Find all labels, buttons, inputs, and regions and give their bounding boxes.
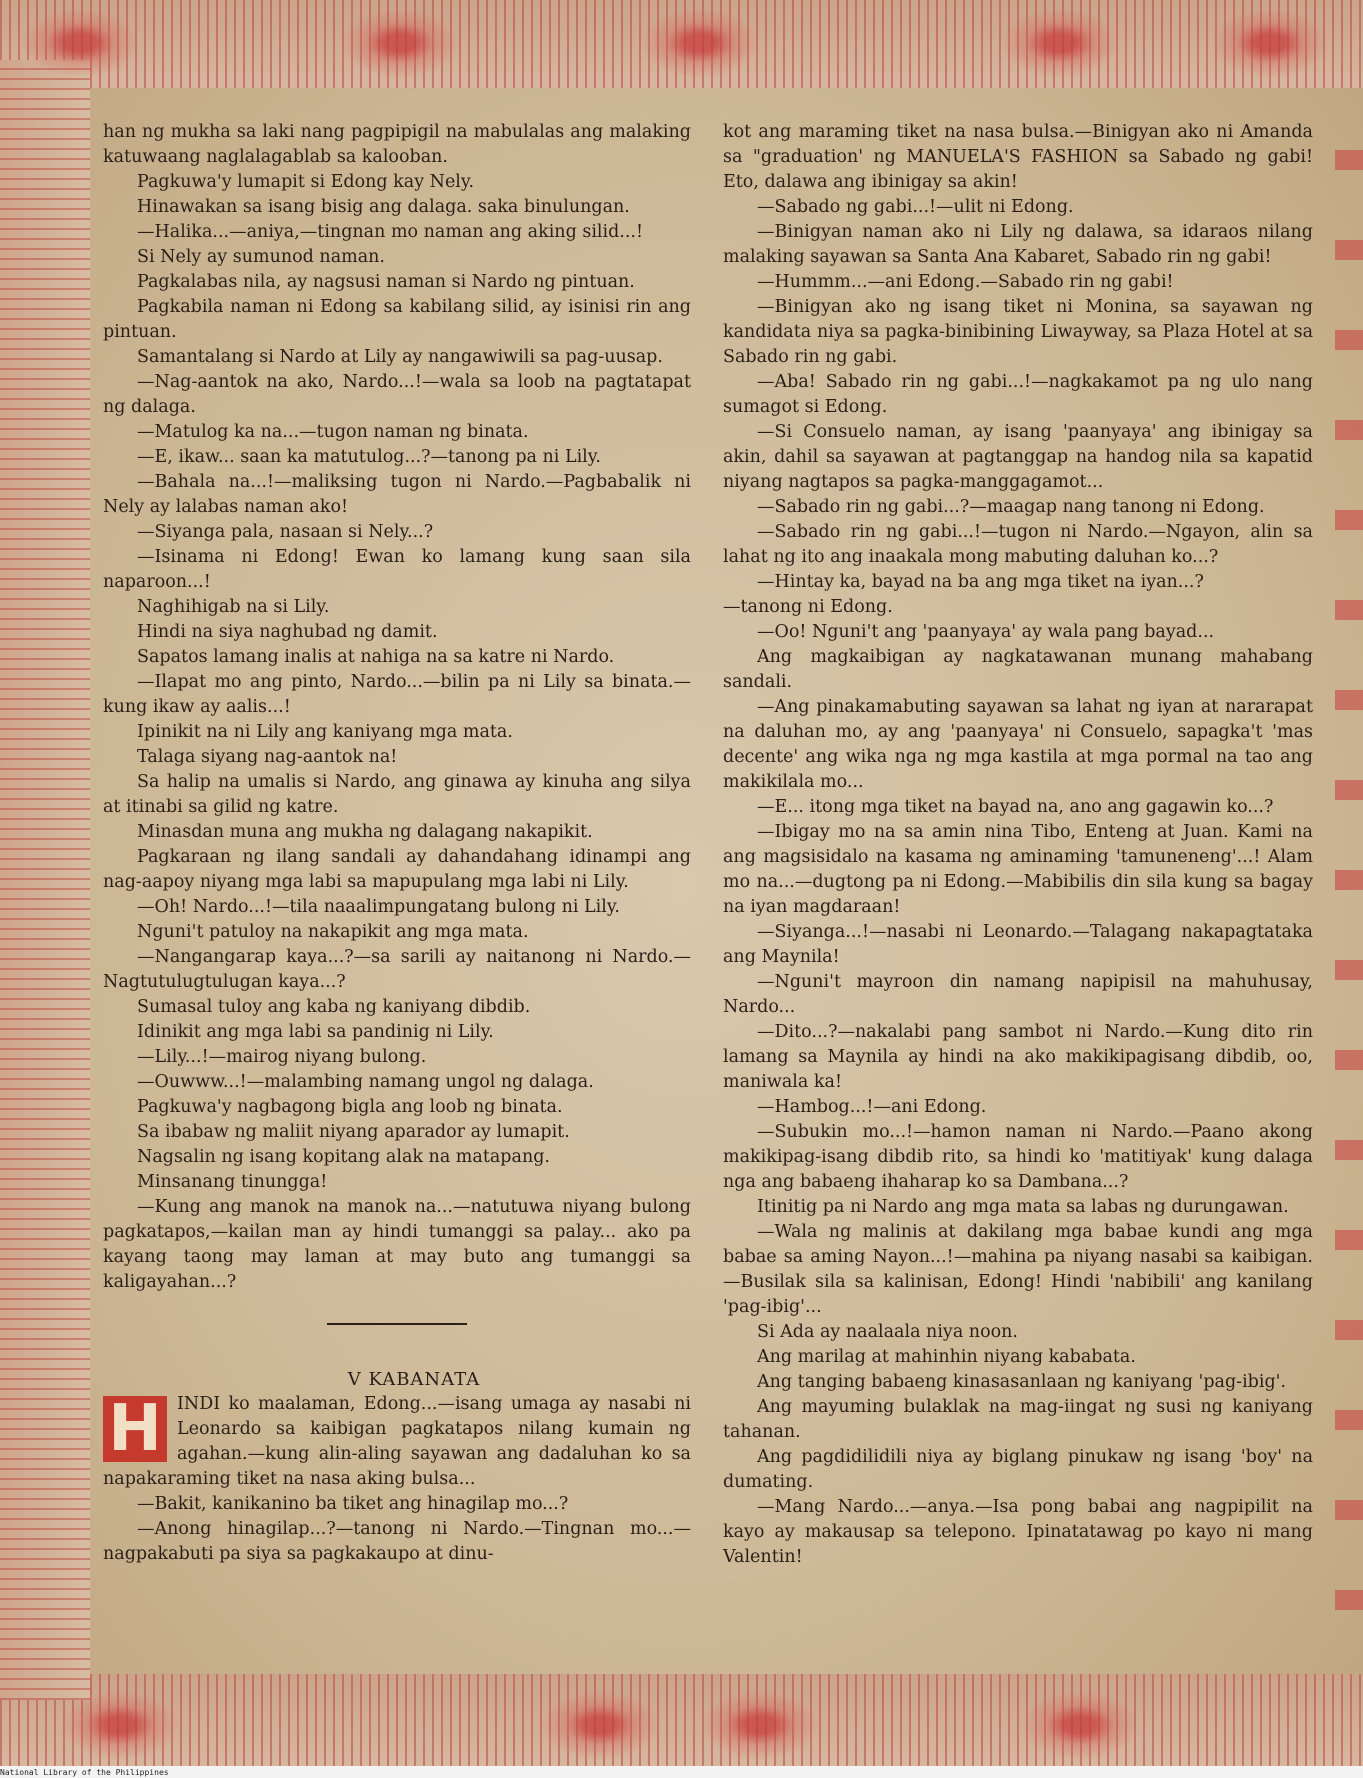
paragraph: Samantalang si Nardo at Lily ay nangawiwili sa pag-uusap. (137, 347, 663, 367)
paragraph: Pagkalabas nila, ay nagsusi naman si Nardo ng pintuan. (137, 272, 635, 292)
paragraph: Hindi na siya naghubad ng damit. (137, 622, 438, 642)
left-text-column (103, 120, 691, 1567)
paragraph: —Sabado rin ng gabi...!—tugon ni Nardo.—Ngayon, alin sa lahat ng ito ang inaakala mong mabuting daluhan ko...? (723, 522, 1313, 567)
paragraph: —Anong hinagilap...?—tanong ni Nardo.—Tingnan mo...—nagpakabuti pa siya sa pagkakaupo at dinu- (103, 1519, 691, 1564)
star-ornament (540, 1690, 660, 1760)
paragraph: —Oh! Nardo...!—tila naaalimpungatang bulong ni Lily. (137, 897, 620, 917)
paragraph: Pagkuwa'y nagbagong bigla ang loob ng binata. (137, 1097, 563, 1117)
paragraph: —Dito...?—nakalabi pang sambot ni Nardo.—Kung dito rin lamang sa Maynila ay hindi na ako makikipagisang dibdib, oo, maniwala ka! (723, 1022, 1313, 1092)
paragraph: —Nguni't mayroon din namang napipisil na mahuhusay, Nardo... (723, 972, 1313, 1017)
paragraph: Si Ada ay naalaala niya noon. (757, 1322, 1018, 1342)
section-divider (327, 1323, 467, 1325)
paragraph: Sa ibabaw ng maliit niyang aparador ay lumapit. (137, 1122, 570, 1142)
paragraph: —Wala ng malinis at dakilang mga babae kundi ang mga babae sa aming Nayon...!—mahina pa niyang nasabi sa kaibigan.—Busilak sila sa kalinisan, Edong! Hindi 'nabibili' ang kanilang 'pag-ibig'... (723, 1222, 1313, 1317)
paragraph: —Nag-aantok na ako, Nardo...!—wala sa loob na pagtatapat ng dalaga. (103, 372, 691, 417)
paragraph: —Isinama ni Edong! Ewan ko lamang kung saan sila naparoon...! (103, 547, 691, 592)
paragraph: Ang marilag at mahinhin niyang kababata. (757, 1347, 1136, 1367)
star-ornament (1020, 1690, 1140, 1760)
paragraph: Naghihigab na si Lily. (137, 597, 330, 617)
paragraph: kot ang maraming tiket na nasa bulsa.—Binigyan ako ni Amanda sa "graduation' ng MANUELA'S FASHION sa Sabado ng gabi! Eto, dalawa ang ibinigay sa akin! (723, 122, 1313, 192)
paragraph: —Mang Nardo...—anya.—Isa pong babai ang nagpipilit na kayo ay makausap sa telepono. Ipinatatawag po kayo ni mang Valentin! (723, 1497, 1313, 1567)
star-ornament (640, 8, 760, 78)
star-ornament (1000, 8, 1120, 78)
paragraph: Nagsalin ng isang kopitang alak na matapang. (137, 1147, 550, 1167)
chapter-first-paragraph: INDI ko maalaman, Edong...—isang umaga ay nasabi ni Leonardo sa kaibigan pagkatapos nilang kumain ng agahan.—kung alin-aling sayawan ang dadaluhan ko sa napakaraming tiket na nasa aking bulsa... (103, 1394, 691, 1489)
paragraph: Sapatos lamang inalis at nahiga na sa katre ni Nardo. (137, 647, 615, 667)
paragraph: Sa halip na umalis si Nardo, ang ginawa ay kinuha ang silya at itinabi sa gilid ng katre. (103, 772, 691, 817)
left-paragraphs (103, 120, 691, 1295)
paragraph: Ang magkaibigan ay nagkatawanan munang mahabang sandali. (723, 647, 1313, 692)
paragraph: —Subukin mo...!—hamon naman ni Nardo.—Paano akong makikipag-isang dibdib rito, sa hindi ko 'matitiyak' kung dalaga nga ang babaeng ihaharap ko sa Dambana...? (723, 1122, 1313, 1192)
paragraph: —Hintay ka, bayad na ba ang mga tiket na iyan...? (757, 572, 1204, 592)
paragraph: Pagkuwa'y lumapit si Edong kay Nely. (137, 172, 475, 192)
paragraph: Nguni't patuloy na nakapikit ang mga mata. (137, 922, 529, 942)
paragraph: Ipinikit na ni Lily ang kaniyang mga mata. (137, 722, 513, 742)
paragraph: Sumasal tuloy ang kaba ng kaniyang dibdib. (137, 997, 531, 1017)
chapter-title: V KABANATA (347, 1369, 481, 1390)
paragraph: —Hummm...—ani Edong.—Sabado rin ng gabi! (757, 272, 1174, 292)
paragraph: —Ilapat mo ang pinto, Nardo...—bilin pa ni Lily sa binata.—kung ikaw ay aalis...! (103, 672, 691, 717)
left-paragraphs-after (103, 1492, 691, 1567)
paragraph: —Siyanga...!—nasabi ni Leonardo.—Talagang nakapagtataka ang Maynila! (723, 922, 1313, 967)
drop-cap: H (103, 1396, 167, 1462)
star-ornament (340, 8, 460, 78)
right-paragraphs (723, 120, 1313, 1570)
paragraph: —Lily...!—mairog niyang bulong. (137, 1047, 427, 1067)
paragraph: —Nangangarap kaya...?—sa sarili ay naitanong ni Nardo.—Nagtutulugtulugan kaya...? (103, 947, 691, 992)
right-ornamental-border (1335, 90, 1363, 1680)
paragraph: Pagkabila naman ni Edong sa kabilang silid, ay isinisi rin ang pintuan. (103, 297, 691, 342)
paragraph: Ang mayuming bulaklak na mag-iingat ng susi ng kaniyang tahanan. (723, 1397, 1313, 1442)
paragraph: —Aba! Sabado rin ng gabi...!—nagkakamot pa ng ulo nang sumagot si Edong. (723, 372, 1313, 417)
star-ornament (1210, 8, 1330, 78)
paragraph: Si Nely ay sumunod naman. (137, 247, 385, 267)
right-text-column (723, 120, 1313, 1570)
paragraph: —Sabado rin ng gabi...?—maagap nang tanong ni Edong. (757, 497, 1265, 517)
paragraph: —Binigyan naman ako ni Lily ng dalawa, sa idaraos nilang malaking sayawan sa Santa Ana Kabaret, Sabado rin ng gabi! (723, 222, 1313, 267)
paragraph: —E... itong mga tiket na bayad na, ano ang gagawin ko...? (757, 797, 1274, 817)
paragraph: Minsanang tinungga! (137, 1172, 328, 1192)
star-ornament (20, 8, 140, 78)
paragraph: —Binigyan ako ng isang tiket ni Monina, sa sayawan ng kandidata niya sa pagka-binibining Liwayway, sa Plaza Hotel at sa Sabado rin ng gabi. (723, 297, 1313, 367)
paragraph: —E, ikaw... saan ka matutulog...?—tanong pa ni Lily. (137, 447, 601, 467)
paragraph: —Ibigay mo na sa amin nina Tibo, Enteng at Juan. Kami na ang magsisidalo na kasama ng aminaming 'tamuneneng'...! Alam mo na...—dugtong pa ni Edong.—Mabibilis din sila kung sa bagay na iyan magdaraan! (723, 822, 1313, 917)
chapter-opening (103, 1392, 691, 1492)
paragraph: —Kung ang manok na manok na...—natutuwa niyang bulong pagkatapos,—kailan man ay hindi tumanggi sa palay... ako pa kayang taong may laman at may buto ang tumanggi sa kaligayahan...? (103, 1197, 691, 1292)
paragraph: —Bahala na...!—maliksing tugon ni Nardo.—Pagbabalik ni Nely ay lalabas naman ako! (103, 472, 691, 517)
scan-footer-strip (0, 1766, 1363, 1778)
paragraph: —Ouwww...!—malambing namang ungol ng dalaga. (137, 1072, 594, 1092)
paragraph: han ng mukha sa laki nang pagpipigil na mabulalas ang malaking katuwaang naglalagablab sa kalooban. (103, 122, 691, 167)
paragraph: Ang pagdidilidili niya ay biglang pinukaw ng isang 'boy' na dumating. (723, 1447, 1313, 1492)
paragraph: Talaga siyang nag-aantok na! (137, 747, 398, 767)
paragraph: —Halika...—aniya,—tingnan mo naman ang aking silid...! (137, 222, 644, 242)
paragraph: Hinawakan sa isang bisig ang dalaga. saka binulungan. (137, 197, 630, 217)
star-ornament (60, 1690, 180, 1760)
paragraph: —Bakit, kanikanino ba tiket ang hinagilap mo...? (137, 1494, 569, 1514)
paragraph: —Siyanga pala, nasaan si Nely...? (137, 522, 434, 542)
paragraph: Pagkaraan ng ilang sandali ay dahandahang idinampi ang nag-aapoy niyang mga labi sa mapupulang mga labi ni Lily. (103, 847, 691, 892)
paragraph: —Matulog ka na...—tugon naman ng binata. (137, 422, 529, 442)
paragraph: —Ang pinakamabuting sayawan sa lahat ng iyan at nararapat na daluhan mo, ay ang 'paanyaya' ni Consuelo, sapagka't 'mas decente' ang wika nga ng mga kastila at mga pormal na tao ang makikilala mo... (723, 697, 1313, 792)
paragraph: —Hambog...!—ani Edong. (757, 1097, 987, 1117)
paragraph: Ang tanging babaeng kinasasanlaan ng kaniyang 'pag-ibig'. (757, 1372, 1287, 1392)
paragraph: —Oo! Nguni't ang 'paanyaya' ay wala pang bayad... (757, 622, 1215, 642)
paragraph: Itinitig pa ni Nardo ang mga mata sa labas ng durungawan. (757, 1197, 1289, 1217)
left-ornamental-border (0, 60, 90, 1700)
paragraph: Idinikit ang mga labi sa pandinig ni Lily. (137, 1022, 494, 1042)
paragraph: —Si Consuelo naman, ay isang 'paanyaya' ang ibinigay sa akin, dahil sa sayawan at pagtanggap na handog nila sa kapatid niyang nagtapos sa pagka-manggagamot... (723, 422, 1313, 492)
paragraph: Minasdan muna ang mukha ng dalagang nakapikit. (137, 822, 593, 842)
paragraph: —tanong ni Edong. (723, 597, 893, 617)
star-ornament (700, 1690, 820, 1760)
paragraph: —Sabado ng gabi...!—ulit ni Edong. (757, 197, 1074, 217)
bottom-ornamental-border (0, 1674, 1363, 1766)
library-credit: National Library of the Philippines (0, 1768, 169, 1777)
